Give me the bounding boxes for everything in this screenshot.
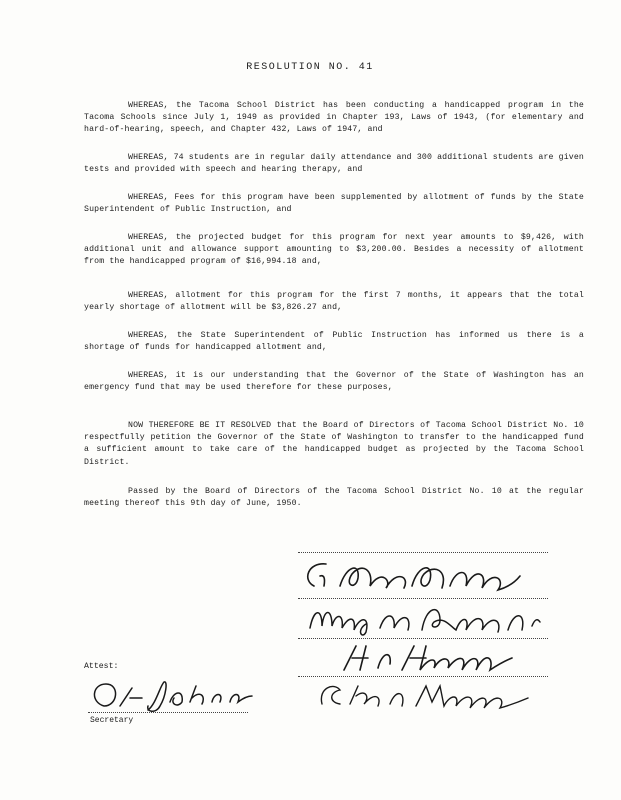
signature-line-2 [298, 598, 548, 599]
whereas-paragraph-1: WHEREAS, the Tacoma School District has been conducting a handicapped program in the Tacoma Schools since July 1, 1949 as provided in Chapter 193, Laws of 1943, (for elementary and hard-of-hearing, speech, and Chapter 432, Laws of 1947, and [84, 101, 584, 135]
signature-board-member-2 [300, 600, 550, 640]
signature-secretary [86, 676, 256, 716]
signature-board-member-3 [330, 640, 530, 676]
whereas-paragraph-3: WHEREAS, Fees for this program have been supplemented by allotment of funds by the State Superintendent of Public Instruction, and [84, 193, 584, 215]
whereas-paragraph-2: WHEREAS, 74 students are in regular daily attendance and 300 additional students are given tests and provided with speech and hearing therapy, and [84, 153, 584, 175]
whereas-paragraph-4: WHEREAS, the projected budget for this program for next year amounts to $9,426, with additional unit and allowance support amounting to $3,200.00. Besides a necessity of allotment from the handicapped program of $16,994.18 and, [84, 233, 584, 267]
signature-board-member-4 [310, 678, 540, 712]
whereas-paragraph-7: WHEREAS, it is our understanding that the Governor of the State of Washington has an emergency fund that may be used therefore for these purposes, [84, 371, 584, 393]
signature-line-1 [298, 552, 548, 553]
attest-label: Attest: [84, 662, 119, 671]
resolved-paragraph: NOW THEREFORE BE IT RESOLVED that the Board of Directors of Tacoma School District No. 10 respectfully petition the Governor of the State of Washington to transfer to the handicapped fund a sufficient amount to take care of the handicapped budget as projected by the Tacoma School District. [84, 421, 584, 467]
resolution-title: RESOLUTION NO. 41 [246, 62, 374, 73]
passed-paragraph: Passed by the Board of Directors of the Tacoma School District No. 10 at the regular meeting thereof this 9th day of June, 1950. [84, 487, 584, 509]
secretary-label: Secretary [90, 716, 134, 725]
signature-board-member-1 [300, 556, 540, 598]
whereas-paragraph-5: WHEREAS, allotment for this program for the first 7 months, it appears that the total yearly shortage of allotment will be $3,826.27 and, [84, 291, 584, 313]
signature-line-4 [298, 676, 548, 677]
whereas-paragraph-6: WHEREAS, the State Superintendent of Public Instruction has informed us there is a shortage of funds for handicapped allotment and, [84, 331, 584, 353]
